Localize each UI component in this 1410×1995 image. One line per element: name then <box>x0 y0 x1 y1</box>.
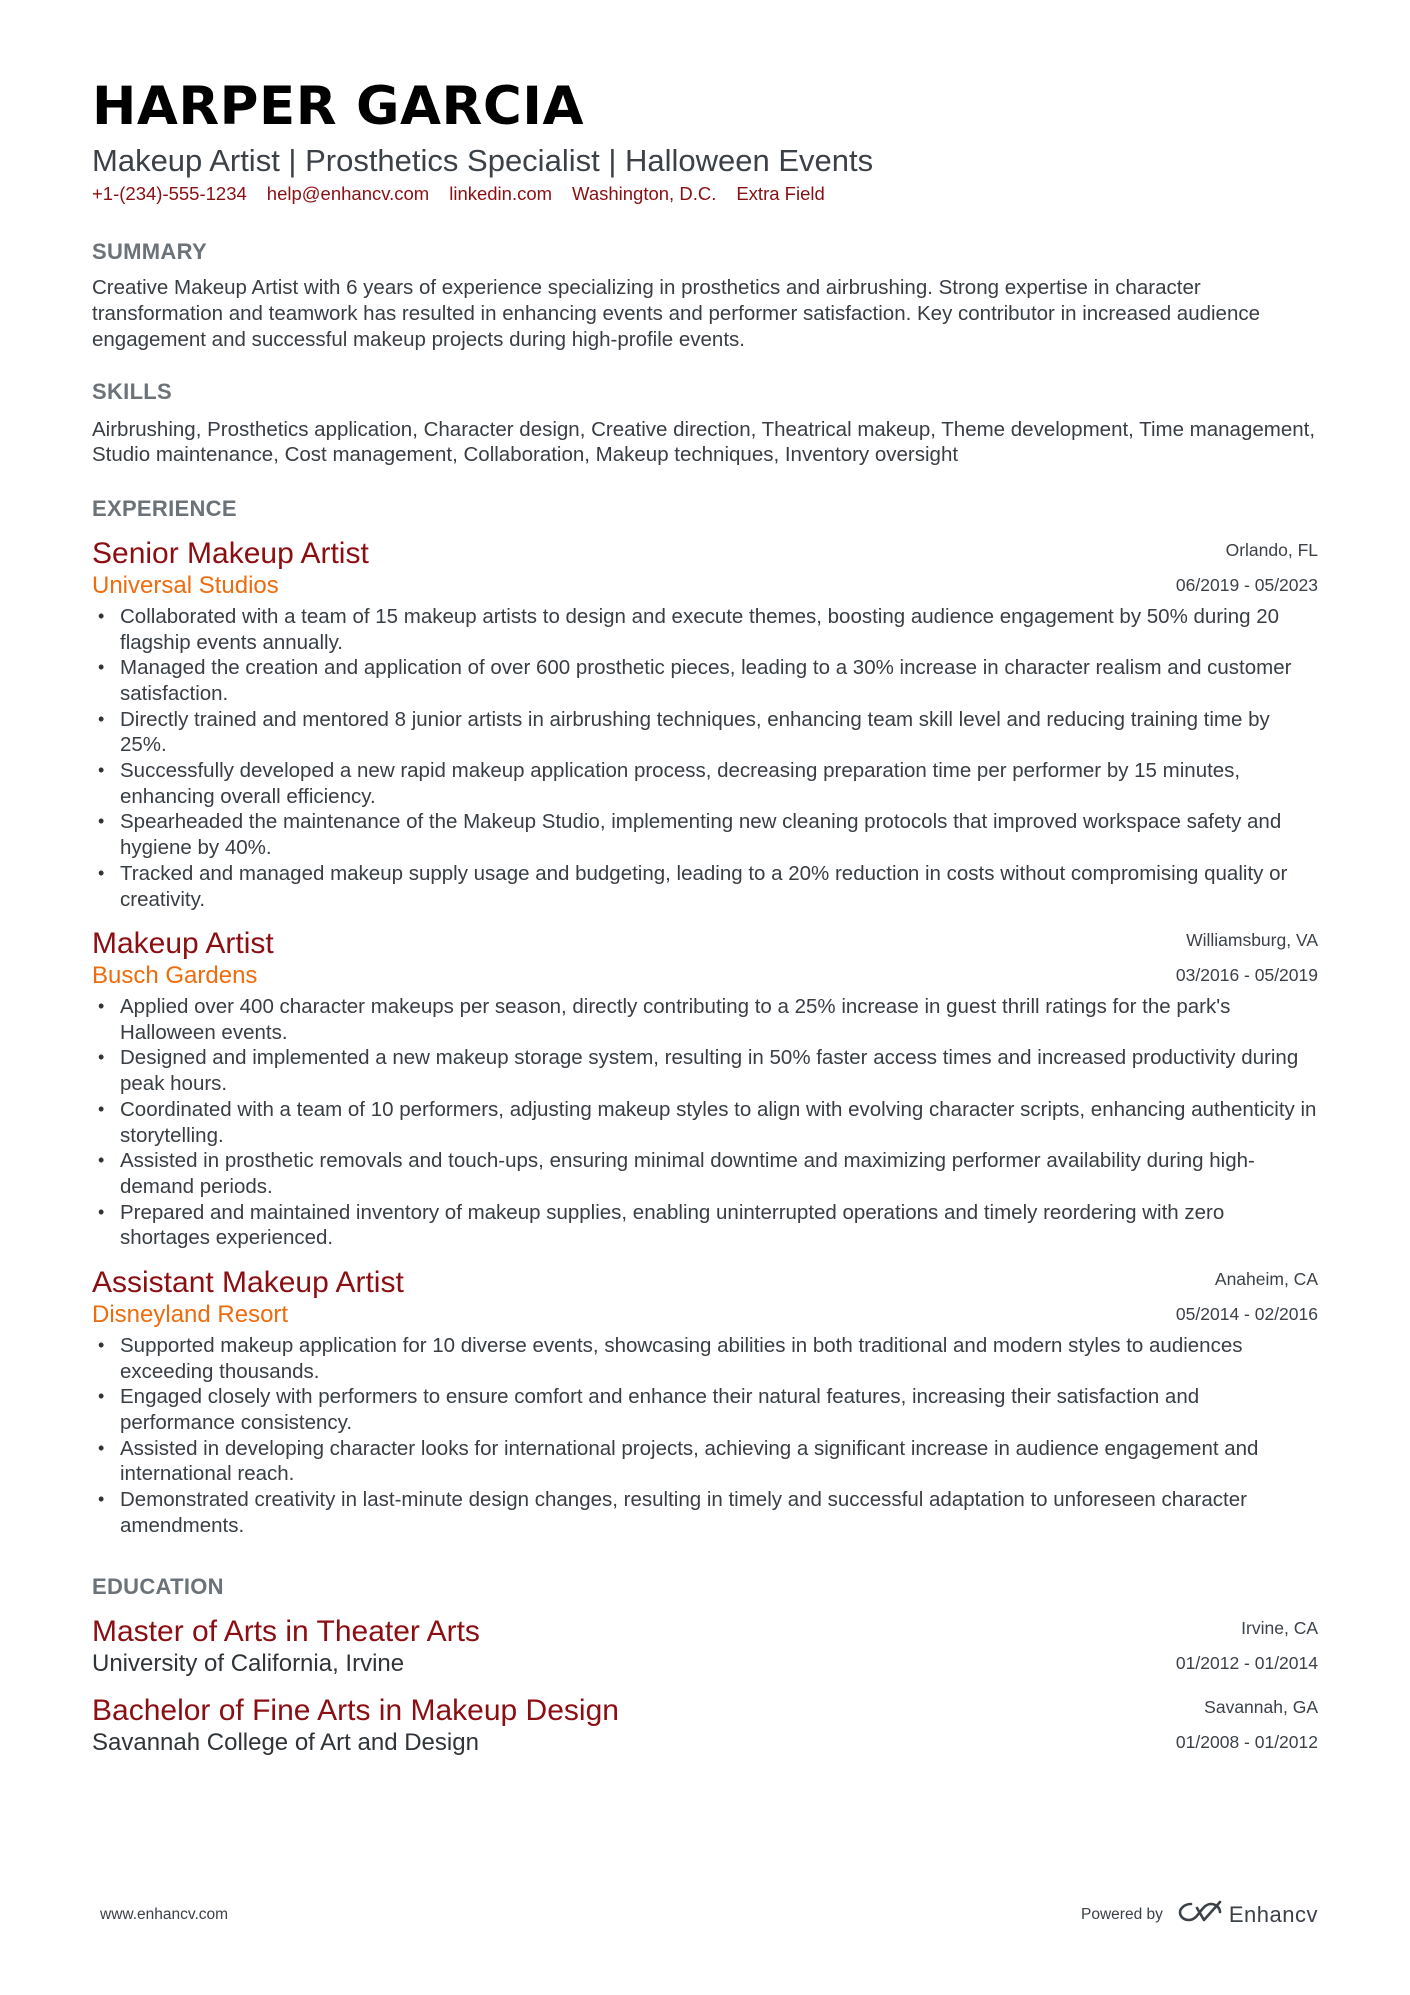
achievement-item: • Assisted in developing character looks for international projects, achieving a significant increase in audience engagement and international reach. <box>92 1436 1318 1487</box>
achievement-item: • Successfully developed a new rapid makeup application process, decreasing preparation time per performer by 15 minutes, enhancing overall efficiency. <box>92 758 1318 809</box>
enhancv-logo-text: Enhancv <box>1228 1901 1318 1927</box>
headline: Makeup Artist | Prosthetics Specialist | Halloween Events <box>92 143 874 179</box>
skills-section <box>92 379 1318 468</box>
experience-section <box>92 496 1318 1538</box>
experience-entry <box>92 1265 1318 1538</box>
school-name: Savannah College of Art and Design <box>92 1729 479 1757</box>
education-dates: 01/2012 - 01/2014 <box>1175 1653 1318 1674</box>
job-title: Assistant Makeup Artist <box>92 1266 404 1300</box>
achievement-item: • Spearheaded the maintenance of the Makeup Studio, implementing new cleaning protocols that improved workspace safety and hygiene by 40%. <box>92 809 1318 860</box>
job-location: Williamsburg, VA <box>1186 930 1318 951</box>
job-dates: 06/2019 - 05/2023 <box>1175 575 1318 595</box>
company-name: Disneyland Resort <box>92 1301 289 1329</box>
enhancv-logo-icon <box>1177 1900 1223 1929</box>
school-location: Irvine, CA <box>1241 1618 1318 1639</box>
achievement-item: • Directly trained and mentored 8 junior artists in airbrushing techniques, enhancing team skill level and reducing training time by 25%. <box>92 707 1318 758</box>
achievement-item: • Prepared and maintained inventory of makeup supplies, enabling uninterrupted operations and timely reordering with zero shortages experienced. <box>92 1200 1318 1251</box>
school-location: Savannah, GA <box>1204 1697 1318 1718</box>
achievement-item: • Coordinated with a team of 10 performers, adjusting makeup styles to align with evolving character scripts, enhancing authenticity in storytelling. <box>92 1097 1318 1148</box>
contact-bar <box>92 183 1318 205</box>
powered-by-brand <box>1081 1900 1318 1929</box>
achievement-item: • Tracked and managed makeup supply usage and budgeting, leading to a 20% reduction in costs without compromising quality or creativity. <box>92 861 1318 912</box>
footer-website-link[interactable]: www.enhancv.com <box>100 1905 229 1923</box>
achievement-item: • Designed and implemented a new makeup storage system, resulting in 50% faster access times and increased productivity during peak hours. <box>92 1045 1318 1096</box>
achievement-item: • Applied over 400 character makeups per season, directly contributing to a 25% increase in guest thrill ratings for the park's Halloween events. <box>92 994 1318 1045</box>
section-title-summary: SUMMARY <box>92 239 207 265</box>
experience-entry <box>92 536 1318 912</box>
job-dates: 03/2016 - 05/2019 <box>1175 965 1318 986</box>
enhancv-logo[interactable] <box>1177 1900 1318 1929</box>
candidate-name: HARPER GARCIA <box>92 76 584 137</box>
job-location: Orlando, FL <box>1225 540 1318 560</box>
contact-linkedin[interactable]: linkedin.com <box>449 183 553 205</box>
section-title-skills: SKILLS <box>92 378 173 404</box>
achievement-item: • Collaborated with a team of 15 makeup artists to design and execute themes, boosting audience engagement by 50% during 20 flagship events annually. <box>92 604 1318 655</box>
school-name: University of California, Irvine <box>92 1650 405 1678</box>
achievement-item: • Demonstrated creativity in last-minute design changes, resulting in timely and successful adaptation to unforeseen character amendments. <box>92 1487 1318 1538</box>
job-dates: 05/2014 - 02/2016 <box>1175 1304 1318 1325</box>
achievement-list <box>92 1333 1318 1539</box>
education-dates: 01/2008 - 01/2012 <box>1175 1732 1318 1753</box>
page-footer <box>100 1900 1318 1929</box>
summary-section <box>92 239 1318 352</box>
contact-email[interactable]: help@enhancv.com <box>266 183 430 205</box>
job-location: Anaheim, CA <box>1214 1269 1318 1290</box>
education-section <box>92 1574 1318 1758</box>
summary-text: Creative Makeup Artist with 6 years of experience specializing in prosthetics and airbrushing. Strong expertise in character transformation and teamwork has resulted in enhancing events and performer satisfaction. Key contributor in increased audience engagement and successful makeup projects during high-profile events. <box>92 276 1261 351</box>
skills-text: Airbrushing, Prosthetics application, Character design, Creative direction, Theatrical makeup, Theme development, Time management, Studio maintenance, Cost management, Collaboration, Makeup techniques, Inventory oversight <box>92 417 1316 467</box>
achievement-list <box>92 994 1318 1251</box>
job-title: Makeup Artist <box>92 927 274 961</box>
achievement-item: • Engaged closely with performers to ensure comfort and enhance their natural features, increasing their satisfaction and performance consistency. <box>92 1384 1318 1435</box>
powered-by-label: Powered by <box>1081 1905 1163 1923</box>
contact-extra-field: Extra Field <box>736 183 825 205</box>
company-name: Universal Studios <box>92 572 279 599</box>
section-title-experience: EXPERIENCE <box>92 496 237 521</box>
achievement-item: • Supported makeup application for 10 diverse events, showcasing abilities in both traditional and modern styles to audiences exceeding thousands. <box>92 1333 1318 1384</box>
degree-title: Bachelor of Fine Arts in Makeup Design <box>92 1694 619 1728</box>
experience-entry <box>92 926 1318 1251</box>
degree-title: Master of Arts in Theater Arts <box>92 1615 480 1649</box>
education-entry <box>92 1614 1318 1679</box>
contact-phone[interactable]: +1-(234)-555-1234 <box>92 183 247 205</box>
company-name: Busch Gardens <box>92 962 258 990</box>
achievement-item: • Managed the creation and application of over 600 prosthetic pieces, leading to a 30% increase in character realism and customer satisfaction. <box>92 655 1318 706</box>
achievement-item: • Assisted in prosthetic removals and touch-ups, ensuring minimal downtime and maximizing performer availability during high-demand periods. <box>92 1148 1318 1199</box>
achievement-list <box>92 604 1318 912</box>
job-title: Senior Makeup Artist <box>92 537 369 570</box>
education-entry <box>92 1693 1318 1758</box>
contact-location: Washington, D.C. <box>572 183 717 205</box>
section-title-education: EDUCATION <box>92 1574 224 1600</box>
